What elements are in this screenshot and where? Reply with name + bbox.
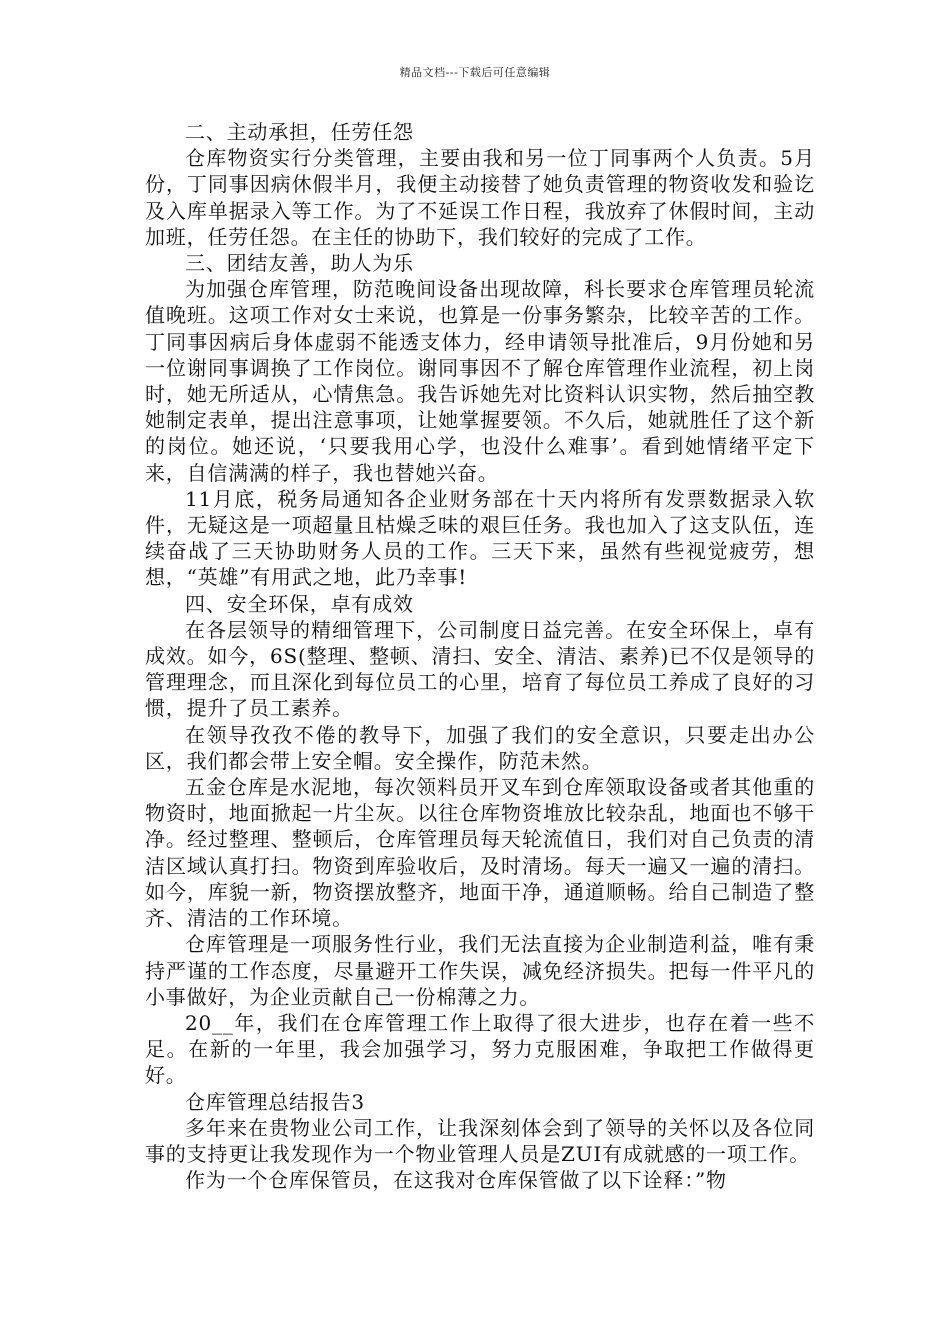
section-heading-3: 三、团结友善，助人为乐: [185, 251, 414, 276]
report-title: 仓库管理总结报告3: [185, 1089, 365, 1114]
page-header: 精品文档---下载后可任意编辑: [399, 66, 551, 79]
paragraph: 11月底，税务局通知各企业财务部在十天内将所有发票数据录入软件，无疑这是一项超量且枯燥乏味的艰巨任务。我也加入了这支队伍，连续奋战了三天协助财务人员的工作。三天下来，虽然有些视觉疲劳，想想，“英雄”有用武之地，此乃幸事!: [145, 486, 815, 590]
paragraph: 仓库物资实行分类管理，主要由我和另一位丁同事两个人负责。5月份，丁同事因病休假半月，我便主动接替了她负责管理的物资收发和验讫及入库单据录入等工作。为了不延误工作日程，我放弃了休假时间，主动加班，任劳任怨。在主任的协助下，我们较好的完成了工作。: [145, 146, 815, 249]
paragraph: 为加强仓库管理，防范晚间设备出现故障，科长要求仓库管理员轮流值晚班。这项工作对女士来说，也算是一份事务繁杂，比较辛苦的工作。丁同事因病后身体虚弱不能透支体力，经申请领导批准后，9月份她和另一位谢同事调换了工作岗位。谢同事因不了解仓库管理作业流程，初上岗时，她无所适从，心情焦急。我告诉她先对比资料认识实物，然后抽空教她制定表单，提出注意事项，让她掌握要领。不久后，她就胜任了这个新的岗位。她还说，‘只要我用心学，也没什么难事’。看到她情绪平定下来，自信满满的样子，我也替她兴奋。: [145, 277, 815, 485]
section-heading-2: 二、主动承担，任劳任怨: [185, 120, 414, 144]
paragraph: 在各层领导的精细管理下，公司制度日益完善。在安全环保上，卓有成效。如今，6S(整理、整顿、清扫、安全、清洁、素养)已不仅是领导的管理理念，而且深化到每位员工的心里，培育了每位员工养成了良好的习惯，提升了员工素养。: [145, 617, 815, 721]
section-heading-4: 四、安全环保，卓有成效: [185, 591, 414, 616]
paragraph: 作为一个仓库保管员，在这我对仓库保管做了以下诠释：”物: [185, 1168, 727, 1193]
paragraph: 五金仓库是水泥地，每次领料员开叉车到仓库领取设备或者其他重的物资时，地面掀起一片尘灰。以往仓库物资堆放比较杂乱，地面也不够干净。经过整理、整顿后，仓库管理员每天轮流值日，我们对自己负责的清洁区域认真打扫。物资到库验收后，及时清场。每天一遍又一遍的清扫。如今，库貌一新，物资摆放整齐，地面干净，通道顺畅。给自己制造了整齐、清洁的工作环境。: [145, 775, 815, 931]
document-body: [145, 119, 815, 1193]
paragraph: 仓库管理是一项服务性行业，我们无法直接为企业制造利益，唯有秉持严谨的工作态度，尽量避开工作失误，减免经济损失。把每一件平凡的小事做好，为企业贡献自己一份棉薄之力。: [145, 932, 815, 1009]
paragraph: 在领导孜孜不倦的教导下，加强了我们的安全意识，只要走出办公区，我们都会带上安全帽。安全操作，防范未然。: [145, 722, 815, 773]
paragraph: 20__年，我们在仓库管理工作上取得了很大进步，也存在着一些不足。在新的一年里，我会加强学习，努力克服困难，争取把工作做得更好。: [145, 1010, 815, 1088]
paragraph: 多年来在贵物业公司工作，让我深刻体会到了领导的关怀以及各位同事的支持更让我发现作为一个物业管理人员是ZUI有成就感的一项工作。: [145, 1115, 815, 1166]
